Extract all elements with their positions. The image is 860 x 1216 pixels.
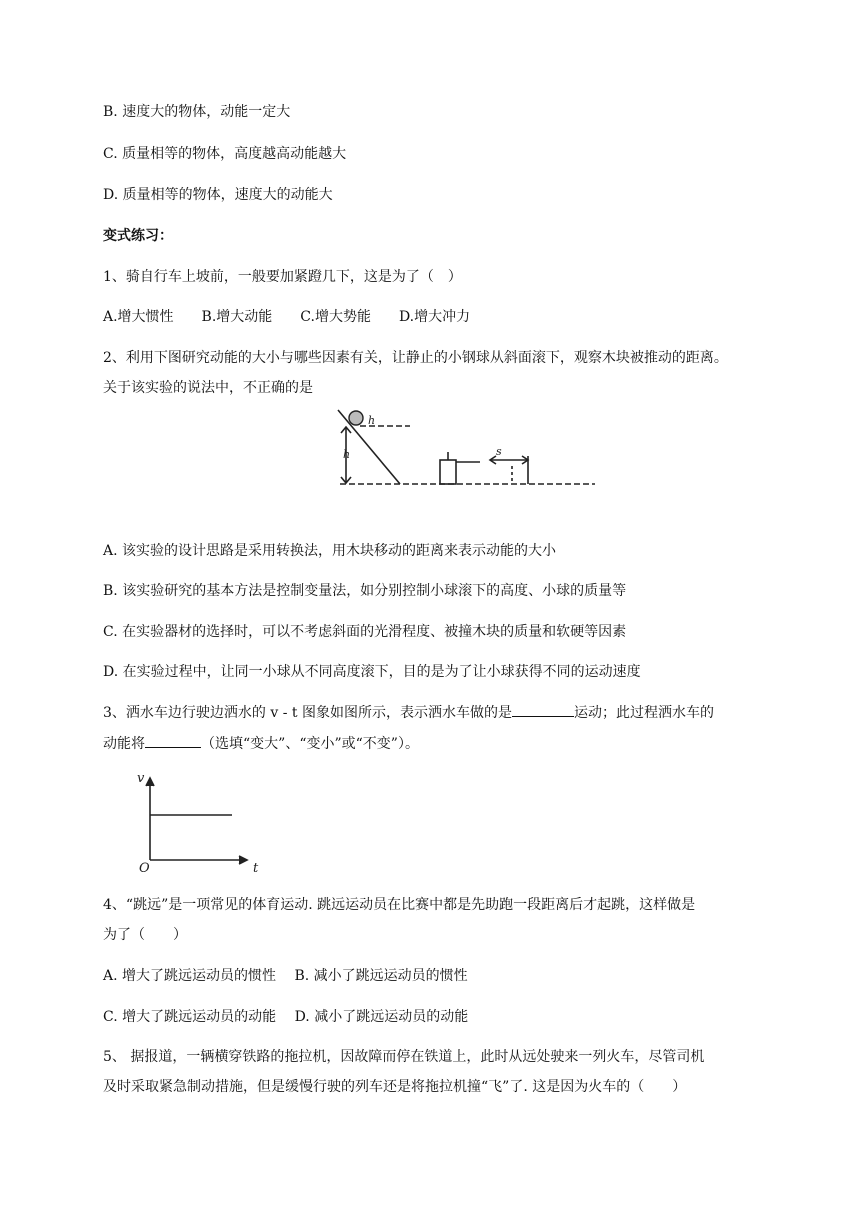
question-5-line-2: 及时采取紧急制动措施，但是缓慢行驶的列车还是将拖拉机撞“飞”了. 这是因为火车的（ ） [103,1079,687,1095]
option-b-prev: B. 速度大的物体，动能一定大 [103,104,291,120]
question-1: 1、骑自行车上坡前，一般要加紧蹬几下，这是为了（ ） [103,269,462,285]
question-4-options-ab: A. 增大了跳远运动员的惯性 B. 减小了跳远运动员的惯性 [103,968,468,984]
question-3-text-b: 运动；此过程洒水车的 [573,705,714,721]
answer-blank-2[interactable] [145,733,201,748]
steel-ball-icon [349,411,363,425]
incline-experiment-figure [330,400,600,500]
question-4-options-cd: C. 增大了跳远运动员的动能 D. 减小了跳远运动员的动能 [103,1009,469,1025]
question-2-option-b: B. 该实验研究的基本方法是控制变量法，如分别控制小球滚下的高度、小球的质量等 [103,583,627,599]
question-4-line-1: 4、“跳远”是一项常见的体育运动. 跳远运动员在比赛中都是先助跑一段距离后才起跳，这样做是 [103,897,696,913]
question-1-options: A.增大惯性 B.增大动能 C.增大势能 D.增大冲力 [103,309,471,325]
question-2-option-c: C. 在实验器材的选择时，可以不考虑斜面的光滑程度、被撞木块的质量和软硬等因素 [103,624,627,640]
vt-graph [135,768,275,876]
label-v: v [137,771,145,786]
question-3-line-1 [103,702,714,723]
question-3-text-d: （选填“变大”、“变小”或“不变”）。 [201,736,419,752]
answer-blank-1[interactable] [512,702,574,717]
label-t: t [253,861,259,876]
question-4-line-2: 为了（ ） [103,927,187,943]
question-2-option-d: D. 在实验过程中，让同一小球从不同高度滚下，目的是为了让小球获得不同的运动速度 [103,664,641,680]
question-2-line-2: 关于该实验的说法中，不正确的是 [103,380,313,396]
section-title: 变式练习： [103,228,173,244]
label-origin: O [139,861,150,876]
label-h: h [343,448,351,461]
question-3-line-2 [103,733,419,754]
question-2-option-a: A. 该实验的设计思路是采用转换法，用木块移动的距离来表示动能的大小 [103,543,557,559]
question-5-line-1: 5、 据报道，一辆横穿铁路的拖拉机，因故障而停在铁道上，此时从远处驶来一列火车，尽管司机 [103,1049,705,1065]
question-3-text-a: 3、洒水车边行驶边洒水的 v - t 图象如图所示，表示洒水车做的是 [103,705,512,721]
option-d-prev: D. 质量相等的物体，速度大的动能大 [103,187,333,203]
label-s: s [496,445,502,458]
option-c-prev: C. 质量相等的物体，高度越高动能越大 [103,146,347,162]
question-3-text-c: 动能将 [103,736,145,752]
label-h-top: h [368,414,376,427]
question-2-line-1: 2、利用下图研究动能的大小与哪些因素有关，让静止的小钢球从斜面滚下，观察木块被推动的距离。 [103,350,728,366]
